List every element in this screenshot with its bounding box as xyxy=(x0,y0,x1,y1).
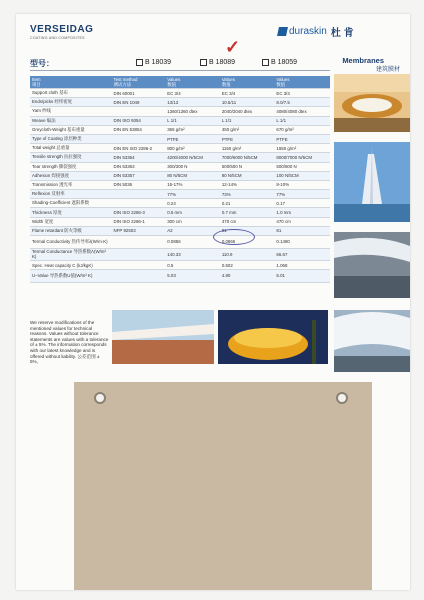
table-cell: Ends/picks 经纬密度 xyxy=(30,98,112,107)
table-cell: 12-14% xyxy=(220,180,275,189)
table-cell: 0.0865 xyxy=(220,236,275,249)
table-cell: Tensile strength 抗拉强度 xyxy=(30,153,112,162)
table-cell: DIN EN 53854 xyxy=(112,125,166,134)
red-checkmark-icon: ✓ xyxy=(225,37,241,57)
canopy-interior-photo xyxy=(334,232,410,298)
table-cell: 140.33 xyxy=(165,248,220,261)
verseidag-tagline: COATING AND COMPOSITES xyxy=(30,36,85,40)
table-cell: 0.502 xyxy=(220,261,275,270)
table-row xyxy=(30,199,330,208)
table-cell: 10.5/11 xyxy=(220,98,275,107)
duraskin-mark-icon xyxy=(277,27,288,36)
table-cell: 8.0/7.5 xyxy=(274,98,330,107)
table-cell: 7000/6000 N/5CM xyxy=(220,153,275,162)
table-cell: 1.068 xyxy=(274,261,330,270)
table-cell: Termal Conductance 导热系数Λ(W/m² K) xyxy=(30,248,112,261)
membrane-building-photo xyxy=(112,310,214,364)
table-cell: 80 N/5CM xyxy=(220,171,275,180)
table-cell: 300/300 N xyxy=(165,162,220,171)
table-cell: 5.01 xyxy=(274,270,330,283)
table-row xyxy=(30,261,330,270)
table-row xyxy=(30,89,330,98)
table-cell: PTFE xyxy=(165,134,220,143)
table-cell: DIN 53363 xyxy=(112,162,166,171)
table-cell: Support cloth 基布 xyxy=(30,89,112,98)
table-cell: DIN 5036 xyxy=(112,180,166,189)
table-cell: Tear strength 撕裂强度 xyxy=(30,162,112,171)
table-cell: DIN 53357 xyxy=(112,171,166,180)
table-cell: PTFE xyxy=(220,134,275,143)
stadium-photo xyxy=(334,74,410,132)
table-cell: Reflexion 反射率 xyxy=(30,190,112,199)
table-cell: DIN 53354 xyxy=(112,153,166,162)
table-cell: DIN ISO 2286-1 xyxy=(112,217,166,226)
table-row xyxy=(30,144,330,153)
table-row xyxy=(30,217,330,226)
table-cell: 1150 g/m² xyxy=(220,144,275,153)
model-option-2: B 18089 xyxy=(200,59,235,66)
table-row xyxy=(30,248,330,261)
table-cell: 66.67 xyxy=(274,248,330,261)
table-cell: 100 N/5CM xyxy=(274,171,330,180)
table-cell xyxy=(112,199,166,208)
grommet-icon xyxy=(94,392,106,404)
table-cell: Width 宽度 xyxy=(30,217,112,226)
duraskin-brand-cn: 杜 肯 xyxy=(330,28,354,39)
checkbox-icon xyxy=(136,59,143,66)
table-row xyxy=(30,162,330,171)
table-cell: EC 3/4 xyxy=(274,89,330,98)
table-cell: 81 xyxy=(274,226,330,235)
table-cell: 500/500 N xyxy=(274,162,330,171)
table-cell: 365 g/m² xyxy=(165,125,220,134)
table-cell: 77% xyxy=(165,190,220,199)
table-row xyxy=(30,107,330,116)
table-row xyxy=(30,116,330,125)
table-cell: 450 g/m² xyxy=(220,125,275,134)
table-cell: Yarn 纱线 xyxy=(30,107,112,116)
pen-circle-annotation xyxy=(213,229,255,245)
table-cell: Spec. Heat capacity C (kJ/kgK) xyxy=(30,261,112,270)
table-cell: 0.5 xyxy=(165,261,220,270)
table-cell: 4200/4000 N/5CM xyxy=(165,153,220,162)
table-row xyxy=(30,171,330,180)
table-row xyxy=(30,125,330,134)
model-option-1: B 18039 xyxy=(136,59,171,66)
table-cell: U–Value 导热系数U值(W/m² K) xyxy=(30,270,112,283)
checkbox-icon xyxy=(262,59,269,66)
table-cell: EC 3/4 xyxy=(165,89,220,98)
table-cell: Shading-Coefficient 遮阳系数 xyxy=(30,199,112,208)
table-cell: L 1/1 xyxy=(165,116,220,125)
table-cell: 13/13 xyxy=(165,98,220,107)
table-cell: 0.1480 xyxy=(274,236,330,249)
table-cell: Adhesion 焊接强度 xyxy=(30,171,112,180)
table-row xyxy=(30,226,330,235)
table-cell: 0.24 xyxy=(165,199,220,208)
table-cell: 1550 g/m² xyxy=(274,144,330,153)
burj-al-arab-photo xyxy=(334,142,410,222)
table-cell: Termal Conductivity 热传导率λ(W/m·K) xyxy=(30,236,112,249)
table-cell: Greycloth-Weight 基布重量 xyxy=(30,125,112,134)
airport-roof-photo xyxy=(334,310,410,372)
disclaimer-text: We reserve modifications of the mentioned values for technical reasons. Values without tolerance statements are values with a tolerance of ± 5%. The information corresponds with our latest knowledge and is offered without liability. 公差范围 ± 5%。 xyxy=(30,320,109,365)
table-row xyxy=(30,236,330,249)
table-cell: Thickness 厚度 xyxy=(30,208,112,217)
table-cell: 2040/2040 dtex xyxy=(220,107,275,116)
specification-table xyxy=(30,76,330,283)
table-cell: A2 xyxy=(165,226,220,235)
table-cell: 470 cm xyxy=(220,217,275,226)
table-cell: NFP 92503 xyxy=(112,226,166,235)
product-title: Membranes xyxy=(342,56,384,65)
table-cell: 670 g/m² xyxy=(274,125,330,134)
duraskin-brand-name: duraskin xyxy=(289,26,327,37)
table-cell: 80 N/5CM xyxy=(165,171,220,180)
table-cell xyxy=(112,107,166,116)
table-row xyxy=(30,98,330,107)
table-cell: 800 g/m² xyxy=(165,144,220,153)
table-row xyxy=(30,153,330,162)
table-cell: 4080/4080 dtex xyxy=(274,107,330,116)
table-row xyxy=(30,270,330,283)
table-cell: DIN EN 1049 xyxy=(112,98,166,107)
table-cell xyxy=(112,134,166,143)
table-cell: 0.21 xyxy=(220,199,275,208)
table-cell: 500/500 N xyxy=(220,162,275,171)
table-cell: 300 cm xyxy=(165,217,220,226)
table-cell: 5.03 xyxy=(165,270,220,283)
table-cell xyxy=(112,261,166,270)
table-cell: 4.80 xyxy=(220,270,275,283)
table-cell xyxy=(112,190,166,199)
table-header-row: Item 项目 Test method 测试方法 Values 数值 Values 数值 Values 数值 xyxy=(30,76,330,89)
table-row xyxy=(30,190,330,199)
table-cell: 0.5 mm xyxy=(165,208,220,217)
table-cell: Type of Coating 涂层种类 xyxy=(30,134,112,143)
table-cell: 8000/7000 N/5CM xyxy=(274,153,330,162)
model-label: 型号： xyxy=(30,59,54,68)
table-cell: DIN ISO 2286-3 xyxy=(112,208,166,217)
table-cell: 77% xyxy=(274,190,330,199)
table-cell: 1360/1360 dtex xyxy=(165,107,220,116)
table-cell: 73% xyxy=(220,190,275,199)
spec-sheet-page xyxy=(16,14,410,590)
table-cell: 0.0856 xyxy=(165,236,220,249)
fabric-sample-swatch xyxy=(74,382,372,590)
table-cell: 0.7 mm xyxy=(220,208,275,217)
table-cell xyxy=(112,236,166,249)
table-row xyxy=(30,208,330,217)
table-cell xyxy=(112,248,166,261)
table-cell: 81 xyxy=(220,226,275,235)
product-title-cn: 建筑膜材 xyxy=(375,67,400,73)
table-cell: 8-10% xyxy=(274,180,330,189)
table-cell: L 1/1 xyxy=(274,116,330,125)
table-row xyxy=(30,134,330,143)
table-row xyxy=(30,180,330,189)
table-cell: Transmission 透光率 xyxy=(30,180,112,189)
verseidag-logo xyxy=(30,24,93,40)
table-cell: Flame retardant 防火等级 xyxy=(30,226,112,235)
table-cell: DIN 60001 xyxy=(112,89,166,98)
table-cell: Weave 编法 xyxy=(30,116,112,125)
table-cell: 0.17 xyxy=(274,199,330,208)
grommet-icon xyxy=(336,392,348,404)
duraskin-logo xyxy=(278,24,398,39)
golden-arena-photo xyxy=(218,310,328,364)
verseidag-brand-name: VERSEIDAG xyxy=(30,24,94,35)
checkbox-icon xyxy=(200,59,207,66)
table-cell: 15-17% xyxy=(165,180,220,189)
table-cell: L 1/1 xyxy=(220,116,275,125)
table-cell: 470 cm xyxy=(274,217,330,226)
table-cell xyxy=(112,270,166,283)
table-cell: Total weight 总重量 xyxy=(30,144,112,153)
model-option-3: B 18059 xyxy=(262,59,297,66)
table-cell: EC 3/4 xyxy=(220,89,275,98)
table-cell: PTFE xyxy=(274,134,330,143)
table-cell: 1.0 mm xyxy=(274,208,330,217)
table-cell: 110.9 xyxy=(220,248,275,261)
table-cell: DIN EN ISO 2286-2 xyxy=(112,144,166,153)
table-cell: DIN ISO 9354 xyxy=(112,116,166,125)
